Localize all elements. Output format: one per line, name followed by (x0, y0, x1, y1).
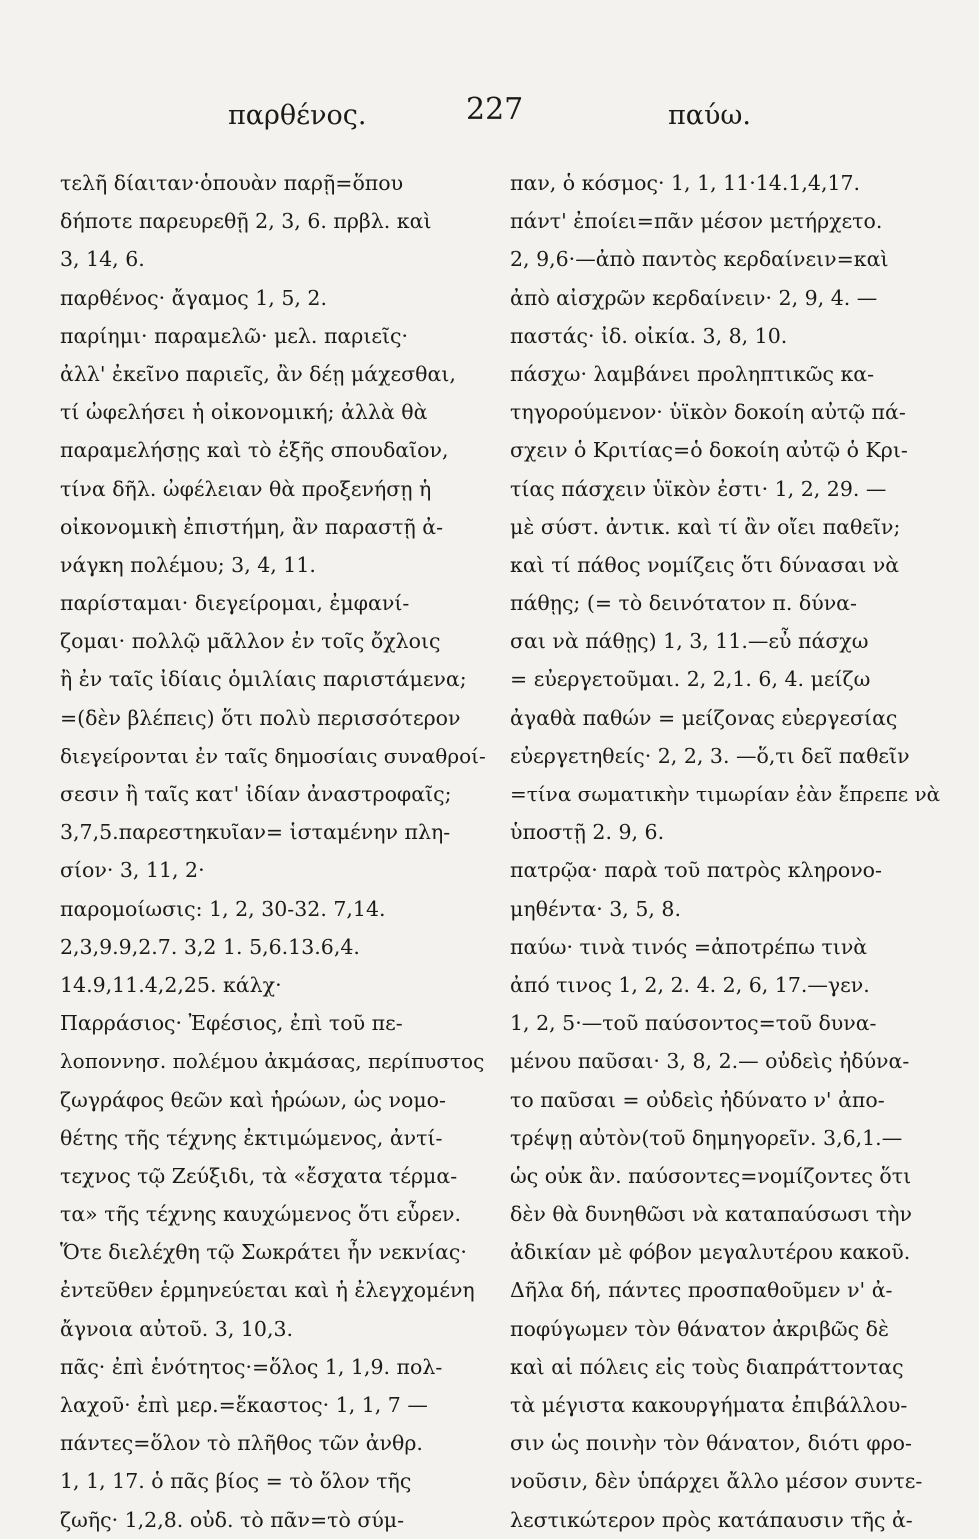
text-line: πάντες=ὅλον τὸ πλῆθος τῶν ἀνθρ. (60, 1431, 423, 1456)
text-line: παύω· τινὰ τινός =ἀποτρέπω τινὰ (510, 934, 868, 959)
text-line: μηθέντα· 3, 5, 8. (510, 896, 681, 921)
text-line: ζομαι· πολλῷ μᾶλλον ἐν τοῖς ὄχλοις (60, 629, 441, 654)
text-line: 1, 2, 5·—τοῦ παύσοντος=τοῦ δυνα- (510, 1011, 877, 1036)
text-line: νοῦσιν, δὲν ὑπάρχει ἄλλο μέσον συντε- (510, 1469, 923, 1494)
text-line: καὶ αἱ πόλεις εἰς τοὺς διαπράττοντας (510, 1354, 904, 1379)
text-line: παν, ὁ κόσμος· 1, 1, 11·14.1,4,17. (510, 171, 861, 195)
text-line: παρίημι· παραμελῶ· μελ. παριεῖς· (60, 323, 409, 348)
text-line: τὰ μέγιστα κακουργήματα ἐπιβάλλου- (510, 1393, 908, 1417)
header-right-word: παύω. (668, 100, 751, 131)
text-line: 1, 1, 17. ὁ πᾶς βίος = τὸ ὅλον τῆς (60, 1469, 412, 1494)
page-number: 227 (466, 92, 524, 127)
text-line: ζωγράφος θεῶν καὶ ἡρώων, ὡς νομο- (60, 1087, 446, 1112)
text-line: τίνα δῆλ. ὠφέλειαν θὰ προξενήσῃ ἡ (60, 476, 432, 501)
text-line: τίας πάσχειν ὑϊκὸν ἐστι· 1, 2, 29. — (510, 476, 887, 501)
text-line: 2,3,9.9,2.7. 3,2 1. 5,6.13.6,4. (60, 934, 360, 959)
text-line: 2, 9,6·—ἀπὸ παντὸς κερδαίνειν=καὶ (510, 247, 889, 272)
text-line: λοποννησ. πολέμου ἀκμάσας, περίπυστος (60, 1049, 485, 1074)
text-line: το παῦσαι = οὐδεὶς ἠδύνατο ν' ἀπο- (510, 1087, 885, 1112)
text-line: σχειν ὁ Κριτίας=ὁ δοκοίη αὐτῷ ὁ Κρι- (510, 438, 908, 463)
text-line: ἀγαθὰ παθών = μείζονας εὐεργεσίας (510, 705, 898, 730)
running-header (0, 92, 979, 142)
text-line: ζωῆς· 1,2,8. οὐδ. τὸ πᾶν=τὸ σύμ- (60, 1507, 405, 1532)
text-line: σαι νὰ πάθῃς) 1, 3, 11.—εὖ πάσχω (510, 629, 869, 654)
text-line: 14.9,11.4,2,25. κάλχ· (60, 972, 282, 997)
text-line: ἢ ἐν ταῖς ἰδίαις ὁμιλίαις παριστάμενα; (60, 667, 467, 692)
text-line: τα» τῆς τέχνης καυχώμενος ὅτι εὗρεν. (60, 1202, 461, 1227)
left-column (60, 164, 490, 1539)
text-line: 3, 14, 6. (60, 247, 145, 272)
text-line: πάντ' ἐποίει=πᾶν μέσον μετήρχετο. (510, 209, 883, 234)
text-line: τηγορούμενον· ὑϊκὸν δοκοίη αὐτῷ πά- (510, 400, 906, 425)
text-line: πατρῷα· παρὰ τοῦ πατρὸς κληρονο- (510, 858, 882, 883)
text-line: εὐεργετηθείς· 2, 2, 3. —ὅ,τι δεῖ παθεῖν (510, 743, 910, 768)
text-line: ἀπὸ αἰσχρῶν κερδαίνειν· 2, 9, 4. — (510, 285, 878, 310)
text-line: λαχοῦ· ἐπὶ μερ.=ἕκαστος· 1, 1, 7 — (60, 1393, 428, 1417)
text-line: σιν ὡς ποινὴν τὸν θάνατον, διότι φρο- (510, 1431, 912, 1456)
text-line: ἀδικίαν μὲ φόβον μεγαλυτέρου κακοῦ. (510, 1240, 911, 1265)
text-line: σίον· 3, 11, 2· (60, 858, 205, 883)
text-line: πᾶς· ἐπὶ ἑνότητος·=ὅλος 1, 1,9. πολ- (60, 1354, 443, 1379)
text-line: τεχνος τῷ Ζεύξιδι, τὰ «ἔσχατα τέρμα- (60, 1163, 458, 1188)
text-line: =τίνα σωματικὴν τιμωρίαν ἐὰν ἔπρεπε νὰ (510, 782, 940, 806)
text-line: ἀπό τινος 1, 2, 2. 4. 2, 6, 17.—γεν. (510, 972, 870, 997)
text-line: δὲν θὰ δυνηθῶσι νὰ καταπαύσωσι τὴν (510, 1202, 912, 1227)
text-line: πάθῃς; (= τὸ δεινότατον π. δύνα- (510, 591, 857, 616)
text-line: Δῆλα δή, πάντες προσπαθοῦμεν ν' ἀ- (510, 1278, 893, 1303)
text-line: λεστικώτερον πρὸς κατάπαυσιν τῆς ἀ- (510, 1507, 913, 1532)
text-line: δήποτε παρευρεθῇ 2, 3, 6. πρβλ. καὶ (60, 209, 432, 234)
text-line: ποφύγωμεν τὸν θάνατον ἀκριβῶς δὲ (510, 1316, 889, 1341)
text-line: ὑποστῇ 2. 9, 6. (510, 820, 665, 845)
text-line: Παρράσιος· Ἐφέσιος, ἐπὶ τοῦ πε- (60, 1011, 403, 1036)
text-line: = εὐεργετοῦμαι. 2, 2,1. 6, 4. μείζω (510, 667, 871, 692)
text-line: καὶ τί πάθος νομίζεις ὅτι δύνασαι νὰ (510, 552, 900, 577)
text-line: παρίσταμαι· διεγείρομαι, ἐμφανί- (60, 591, 410, 616)
text-line: ἐντεῦθεν ἑρμηνεύεται καὶ ἡ ἐλεγχομένη (60, 1278, 475, 1303)
text-line: διεγείρονται ἐν ταῖς δημοσίαις συναθροί- (60, 743, 486, 768)
text-line: 3,7,5.παρεστηκυῖαν= ἱσταμένην πλη- (60, 820, 451, 845)
text-line: μὲ σύστ. ἀντικ. καὶ τί ἂν οἴει παθεῖν; (510, 514, 901, 539)
text-line: παρομοίωσις: 1, 2, 30-32. 7,14. (60, 896, 386, 921)
text-line: παστάς· ἰδ. οἰκία. 3, 8, 10. (510, 323, 788, 348)
text-line: οἰκονομικὴ ἐπιστήμη, ἂν παραστῇ ἀ- (60, 514, 444, 539)
text-line: ἀλλ' ἐκεῖνο παριεῖς, ἂν δέῃ μάχεσθαι, (60, 361, 456, 386)
text-line: τί ὠφελήσει ἡ οἰκονομική; ἀλλὰ θὰ (60, 400, 428, 425)
text-line: πάσχω· λαμβάνει προληπτικῶς κα- (510, 361, 875, 386)
text-line: παρθένος· ἄγαμος 1, 5, 2. (60, 285, 327, 310)
text-line: τελῆ δίαιταν·ὁπουὰν παρῇ=ὅπου (60, 171, 404, 195)
text-line: =(δὲν βλέπεις) ὅτι πολὺ περισσότερον (60, 705, 461, 730)
text-line: νάγκη πολέμου; 3, 4, 11. (60, 552, 316, 577)
text-line: παραμελήσῃς καὶ τὸ ἐξῆς σπουδαῖον, (60, 438, 449, 463)
text-line: θέτης τῆς τέχνης ἐκτιμώμενος, ἀντί- (60, 1125, 443, 1150)
text-line: ὡς οὐκ ἂν. παύσοντες=νομίζοντες ὅτι (510, 1163, 912, 1188)
header-left-word: παρθένος. (228, 100, 367, 131)
right-column (510, 164, 940, 1539)
text-line: ἄγνοια αὐτοῦ. 3, 10,3. (60, 1316, 294, 1341)
text-line: σεσιν ἢ ταῖς κατ' ἰδίαν ἀναστροφαῖς; (60, 782, 452, 806)
text-line: Ὅτε διελέχθη τῷ Σωκράτει ἦν νεκνίας· (60, 1240, 467, 1265)
text-line: μένου παῦσαι· 3, 8, 2.— οὐδεὶς ἠδύνα- (510, 1049, 910, 1074)
text-line: τρέψῃ αὐτὸν(τοῦ δημηγορεῖν. 3,6,1.— (510, 1125, 903, 1150)
